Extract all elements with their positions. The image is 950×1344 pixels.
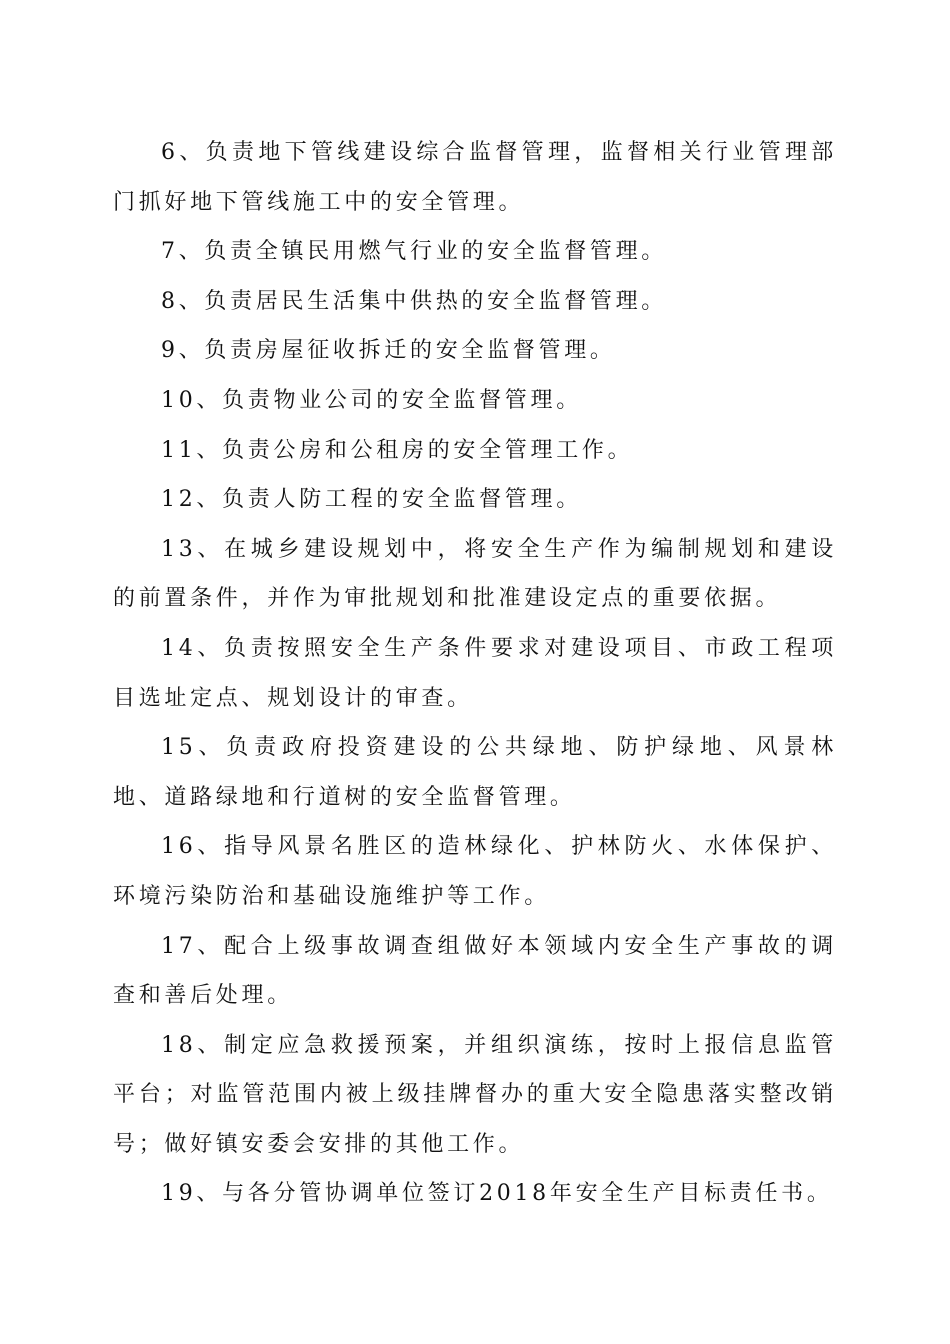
list-item-16: 16、指导风景名胜区的造林绿化、护林防火、水体保护、环境污染防治和基础设施维护等工作。 <box>113 834 837 909</box>
list-item-17: 17、配合上级事故调查组做好本领域内安全生产事故的调查和善后处理。 <box>113 933 837 1009</box>
list-item-19: 19、与各分管协调单位签订2018年安全生产目标责任书。 <box>161 1181 833 1207</box>
list-item-13: 13、在城乡建设规划中，将安全生产作为编制规划和建设的前置条件，并作为审批规划和批准建设定点的重要依据。 <box>113 536 837 612</box>
list-item-18: 18、制定应急救援预案，并组织演练，按时上报信息监管平台；对监管范围内被上级挂牌督办的重大安全隐患落实整改销号；做好镇安委会安排的其他工作。 <box>113 1032 837 1157</box>
document-body <box>113 128 837 1219</box>
list-item-11: 11、负责公房和公租房的安全管理工作。 <box>161 437 634 463</box>
list-item-15: 15、负责政府投资建设的公共绿地、防护绿地、风景林地、道路绿地和行道树的安全监督管理。 <box>113 735 837 810</box>
list-item-9: 9、负责房屋征收拆迁的安全监督管理。 <box>161 338 616 364</box>
list-item-10: 10、负责物业公司的安全监督管理。 <box>161 387 582 413</box>
list-item-7: 7、负责全镇民用燃气行业的安全监督管理。 <box>161 239 667 265</box>
list-item-14: 14、负责按照安全生产条件要求对建设项目、市政工程项目选址定点、规划设计的审查。 <box>113 635 837 711</box>
list-item-8: 8、负责居民生活集中供热的安全监督管理。 <box>161 288 667 314</box>
list-item-12: 12、负责人防工程的安全监督管理。 <box>161 487 582 513</box>
list-item-6: 6、负责地下管线建设综合监督管理，监督相关行业管理部门抓好地下管线施工中的安全管理。 <box>113 140 837 215</box>
